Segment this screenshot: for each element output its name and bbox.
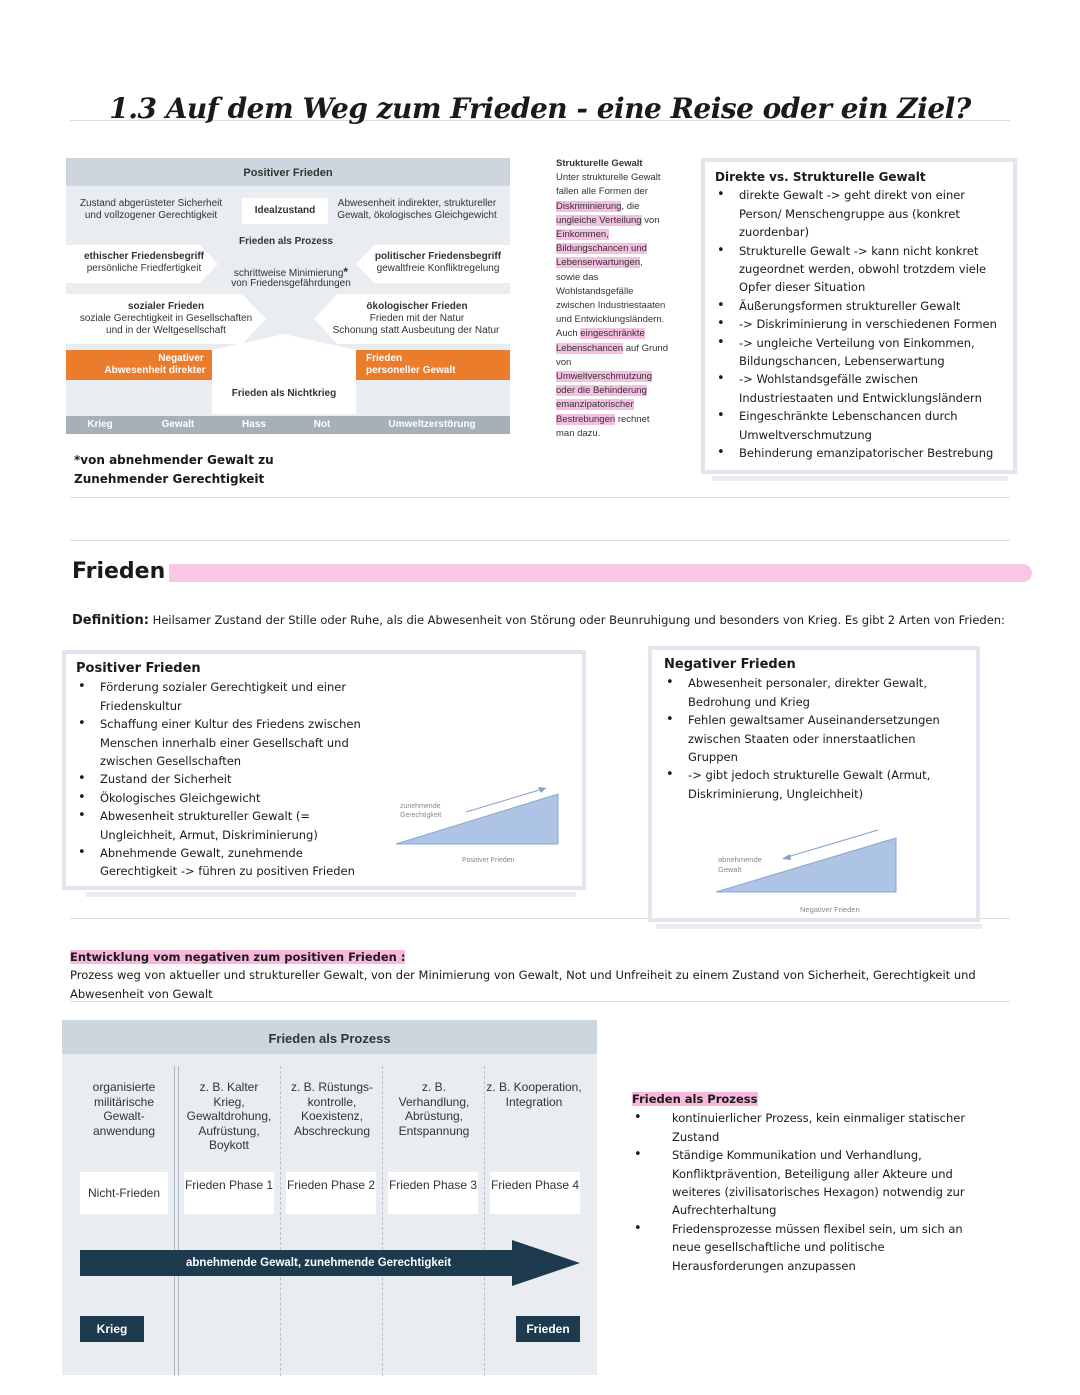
- list-item: • kontinuierlicher Prozess, kein einmaliger statischer Zustand: [632, 1109, 992, 1146]
- process-divider-main: [174, 1066, 175, 1376]
- diagram-left-mid-title: ethischer Friedensbegriff: [83, 251, 205, 262]
- frieden-highlight-bar: [150, 564, 1032, 582]
- list-item: • Abwesenheit personaler, direkter Gewalt, Bedrohung und Krieg: [664, 674, 964, 711]
- peace-concept-diagram: [66, 158, 510, 434]
- negative-chart-label2: Gewalt: [718, 865, 742, 874]
- process-col-desc-2: z. B. Rüstungs-kontrolle, Koexistenz, Abschreckung: [290, 1080, 374, 1138]
- list-item: • Abnehmende Gewalt, zunehmende Gerechtigkeit -> führen zu positiven Frieden: [76, 844, 376, 881]
- diagram-header: Positiver Frieden: [66, 158, 510, 186]
- direct-box-title: Direkte vs. Strukturelle Gewalt: [715, 170, 926, 184]
- process-diagram: [62, 1020, 597, 1375]
- list-item: • Förderung sozialer Gerechtigkeit und einer Friedenskultur: [76, 678, 376, 715]
- diagram-bottom-gewalt: Gewalt: [161, 419, 195, 430]
- development-section: [70, 948, 1010, 1003]
- direct-vs-structural-box: [701, 158, 1017, 474]
- structural-h4: eingeschränkte Lebenschancen: [556, 328, 645, 354]
- development-text: Prozess weg von aktueller und struktureller Gewalt, von der Minimierung von Gewalt, Not und Unfreiheit zu einem Zustand von Sicherheit, Gerechtigkeit und Abwesenheit von Gewalt: [70, 968, 976, 1001]
- diagram-neg-left-2: Abwesenheit direkter: [104, 365, 206, 376]
- positive-peace-box: [62, 650, 586, 890]
- negative-chart-label1: abnehmende: [718, 855, 762, 864]
- structural-p4: , sowie das Wohlstandsgefälle zwischen Industriestaaten und Entwicklungsländern. Auch: [556, 257, 666, 340]
- process-col-desc-1: z. B. Kalter Krieg, Gewaltdrohung, Aufrüstung, Boykott: [186, 1080, 272, 1152]
- structural-p5: auf Grund von: [556, 342, 668, 368]
- process-col-desc-3: z. B. Verhandlung, Abrüstung, Entspannung: [398, 1080, 470, 1138]
- structural-violence-text: [556, 157, 668, 441]
- diagram-neg-left-1: Negativer: [158, 353, 204, 364]
- structural-p2: , die: [621, 200, 640, 212]
- positive-triangle-chart: [386, 784, 566, 884]
- positive-chart-label2: Gerechtigkeit: [400, 812, 442, 819]
- process-phase-3: Frieden Phase 3: [388, 1172, 478, 1214]
- positive-triangle: [396, 794, 558, 844]
- negative-title: Negativer Frieden: [664, 657, 796, 672]
- process-krieg-badge: Krieg: [80, 1316, 144, 1342]
- process-phase-2: Frieden Phase 2: [286, 1172, 376, 1214]
- diagram-left-low-sub: soziale Gerechtigkeit in Gesellschaften und in der Weltgesellschaft: [79, 313, 253, 336]
- diagram-idealzustand: Idealzustand: [242, 198, 328, 224]
- list-item: • Eingeschränkte Lebenschancen durch Umweltverschmutzung: [715, 407, 1003, 444]
- process-col-desc-0: organisierte militärische Gewalt-anwendung: [92, 1080, 156, 1138]
- diagram-left-top: Zustand abgerüsteter Sicherheit und vollzogener Gerechtigkeit: [79, 198, 223, 221]
- process-divider-2: [382, 1066, 383, 1376]
- list-item: • -> Diskriminierung in verschiedenen Formen: [715, 315, 1003, 333]
- diagram-center-mid2: von Friedensgefährdungen: [231, 278, 351, 289]
- page-title: 1.3 Auf dem Weg zum Frieden - eine Reise oder ein Ziel?: [109, 92, 971, 125]
- process-divider-3: [484, 1066, 485, 1376]
- direct-box-list: [715, 186, 1003, 462]
- list-item: • Fehlen gewaltsamer Auseinandersetzungen zwischen Staaten oder innerstaatlichen Gruppen: [664, 711, 964, 766]
- positive-chart-caption: Positiver Frieden: [462, 857, 515, 864]
- process-notes-title: Frieden als Prozess: [632, 1092, 758, 1106]
- negative-triangle: [716, 838, 896, 892]
- list-item: • -> Wohlstandsgefälle zwischen Industriestaaten und Entwicklungsländern: [715, 370, 1003, 407]
- diagram-nichtkrieg: Frieden als Nichtkrieg: [231, 388, 337, 399]
- structural-p3: von: [644, 214, 660, 226]
- positive-list: [76, 678, 376, 880]
- footnote: *von abnehmender Gewalt zu Zunehmender Gerechtigkeit: [74, 453, 274, 486]
- diagram-left-low-title: sozialer Frieden: [127, 301, 205, 312]
- process-frieden-badge: Frieden: [516, 1316, 580, 1342]
- diagram-bottom-umwelt: Umweltzerstörung: [388, 419, 476, 430]
- structural-title: Strukturelle Gewalt: [556, 158, 643, 169]
- list-item: • Strukturelle Gewalt -> kann nicht konkret zugeordnet werden, obwohl trotzdem viele Opfer dieser Situation: [715, 242, 1003, 297]
- process-arrow-text: abnehmende Gewalt, zunehmende Gerechtigkeit: [186, 1257, 452, 1269]
- process-phase-4: Frieden Phase 4: [490, 1172, 580, 1214]
- structural-h1: Diskriminierung: [556, 200, 622, 212]
- diagram-right-low-title: ökologischer Frieden: [366, 301, 468, 312]
- diagram-process: Frieden als Prozess: [239, 236, 333, 247]
- diagram-star: *: [343, 265, 349, 279]
- list-item: • Behinderung emanzipatorischer Bestrebung: [715, 444, 1003, 462]
- structural-p1: Unter strukturelle Gewalt fallen alle Formen der: [556, 172, 661, 198]
- list-item: • Abwesenheit struktureller Gewalt (= Ungleichheit, Armut, Diskriminierung): [76, 807, 376, 844]
- negative-list: [664, 674, 964, 803]
- process-phase-1: Frieden Phase 1: [184, 1172, 274, 1214]
- negative-peace-box: [648, 646, 980, 922]
- structural-h3: Einkommen, Bildungschancen und Lebenserwartungen: [556, 229, 647, 269]
- process-notes-list: [632, 1109, 992, 1275]
- diagram-bottom-hass: Hass: [242, 419, 266, 430]
- list-item: • Friedensprozesse müssen flexibel sein, um sich an neue gesellschaftliche und politische Herausforderungen anzupassen: [632, 1220, 992, 1275]
- list-item: • Äußerungsformen struktureller Gewalt: [715, 297, 1003, 315]
- list-item: • direkte Gewalt -> geht direkt von einer Person/ Menschengruppe aus (konkret zuordenbar): [715, 186, 1003, 241]
- diagram-left-mid-sub: persönliche Friedfertigkeit: [86, 263, 202, 274]
- positive-box-shadow: [86, 892, 576, 897]
- diagram-bottom-krieg: Krieg: [87, 419, 113, 430]
- process-header: Frieden als Prozess: [62, 1020, 597, 1054]
- positive-chart-label1: zunehmende: [400, 803, 441, 810]
- definition: [72, 611, 1032, 631]
- negative-arrow-head: [782, 854, 791, 860]
- process-divider-1: [280, 1066, 281, 1376]
- process-divider-main2: [178, 1066, 179, 1376]
- list-item: • -> gibt jedoch strukturelle Gewalt (Armut, Diskriminierung, Ungleichheit): [664, 766, 964, 803]
- structural-p6: rechnet man dazu.: [556, 413, 650, 439]
- negative-triangle-chart: [702, 820, 922, 920]
- diagram-bottom-not: Not: [313, 419, 331, 430]
- process-col-desc-4: z. B. Kooperation, Integration: [486, 1080, 582, 1109]
- diagram-neg-right-1: Frieden: [366, 353, 403, 364]
- list-item: • Ökologisches Gleichgewicht: [76, 789, 376, 807]
- positive-title: Positiver Frieden: [76, 661, 201, 676]
- direct-box-shadow: [712, 476, 1008, 481]
- list-item: • Zustand der Sicherheit: [76, 770, 376, 788]
- list-item: • Schaffung einer Kultur des Friedens zwischen Menschen innerhalb einer Gesellschaft und zwischen Gesellschaften: [76, 715, 376, 770]
- development-heading: Entwicklung vom negativen zum positiven Frieden :: [70, 950, 406, 964]
- negative-box-shadow: [656, 924, 982, 929]
- negative-chart-caption: Negativer Frieden: [800, 905, 860, 914]
- definition-label: Definition:: [72, 613, 150, 628]
- definition-text: Heilsamer Zustand der Stille oder Ruhe, als die Abwesenheit von Störung oder Beunruhigung und besonders von Krieg. Es gibt 2 Arten von Frieden:: [152, 613, 1005, 627]
- process-notes: [632, 1090, 992, 1275]
- diagram-right-mid-sub: gewaltfreie Konfliktregelung: [376, 263, 500, 274]
- diagram-right-mid-title: politischer Friedensbegriff: [374, 251, 502, 262]
- diagram-right-low-sub2: Schonung statt Ausbeutung der Natur: [332, 325, 500, 336]
- process-phase-0: Nicht-Frieden: [80, 1172, 168, 1214]
- diagram-center-mid-text: schrittweise Minimierung: [233, 268, 344, 279]
- frieden-heading: Frieden: [72, 559, 169, 584]
- list-item: • -> ungleiche Verteilung von Einkommen, Bildungschancen, Lebenserwartung: [715, 334, 1003, 371]
- structural-h5: Umweltverschmutzung oder die Behinderung emanzipatorischer Bestrebungen: [556, 371, 653, 425]
- diagram-neg-right-2: personeller Gewalt: [366, 365, 456, 376]
- list-item: • Ständige Kommunikation und Verhandlung, Konfliktprävention, Beteiligung aller Akteure und weiteres (zivilisatorisches Hexagon) notwendig zur Aufrechterhaltung: [632, 1146, 992, 1220]
- diagram-right-low-sub1: Frieden mit der Natur: [369, 313, 465, 324]
- diagram-right-top: Abwesenheit indirekter, struktureller Gewalt, ökologisches Gleichgewicht: [337, 198, 497, 221]
- structural-h2: ungleiche Verteilung: [556, 214, 642, 226]
